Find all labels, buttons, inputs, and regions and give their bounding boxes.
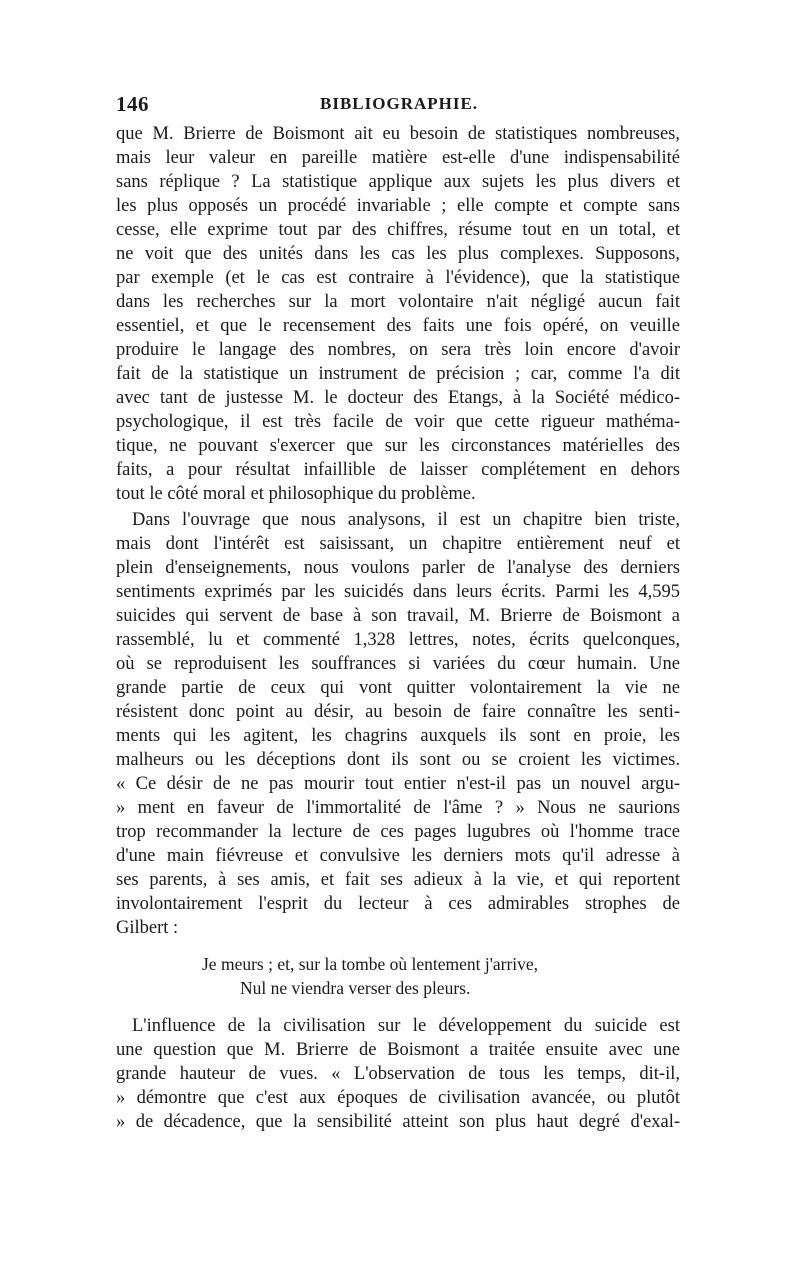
text-line: involontairement l'esprit du lecteur à ces admirables strophes de [116, 894, 680, 914]
text-line: dans les recherches sur la mort volontaire n'ait négligé aucun fait [116, 292, 680, 312]
text-line: fait de la statistique un instrument de précision ; car, comme l'a dit [116, 364, 680, 384]
text-line: » ment en faveur de l'immortalité de l'âme ? » Nous ne saurions [116, 798, 680, 818]
text-line: résistent donc point au désir, au besoin de faire connaître les senti- [116, 702, 680, 722]
text-line: grande partie de ceux qui vont quitter volontairement la vie ne [116, 678, 680, 698]
text-line: » démontre que c'est aux époques de civilisation avancée, ou plutôt [116, 1088, 680, 1108]
text-line: Dans l'ouvrage que nous analysons, il est un chapitre bien triste, [132, 510, 680, 530]
page-number: 146 [116, 92, 149, 116]
text-line: que M. Brierre de Boismont ait eu besoin de statistiques nombreuses, [116, 124, 680, 144]
text-line: ses parents, à ses amis, et fait ses adieux à la vie, et qui reportent [116, 870, 680, 890]
text-line: rassemblé, lu et commenté 1,328 lettres, notes, écrits quelconques, [116, 630, 680, 650]
text-line: ments qui les agitent, les chagrins auxquels ils sont en proie, les [116, 726, 680, 746]
text-line: » de décadence, que la sensibilité atteint son plus haut degré d'exal- [116, 1112, 680, 1132]
text-line: par exemple (et le cas est contraire à l'évidence), que la statistique [116, 268, 680, 288]
text-line: suicides qui servent de base à son travail, M. Brierre de Boismont a [116, 606, 680, 626]
text-line: malheurs ou les déceptions dont ils sont ou se croient les victimes. [116, 750, 680, 770]
text-line: plein d'enseignements, nous voulons parler de l'analyse des derniers [116, 558, 680, 578]
verse-line: Je meurs ; et, sur la tombe où lentement j'arrive, [202, 954, 539, 974]
verse-line: Nul ne viendra verser des pleurs. [240, 978, 471, 998]
text-line: trop recommander la lecture de ces pages lugubres où l'homme trace [116, 822, 680, 842]
text-line: sentiments exprimés par les suicidés dans leurs écrits. Parmi les 4,595 [116, 582, 680, 602]
text-line: produire le langage des nombres, on sera très loin encore d'avoir [116, 340, 680, 360]
text-line: d'une main fiévreuse et convulsive les derniers mots qu'il adresse à [116, 846, 680, 866]
text-line: une question que M. Brierre de Boismont a traitée ensuite avec une [116, 1040, 680, 1060]
text-line: tout le côté moral et philosophique du problème. [116, 484, 476, 504]
text-line: mais dont l'intérêt est saisissant, un chapitre entièrement neuf et [116, 534, 680, 554]
text-line: sans réplique ? La statistique applique aux sujets les plus divers et [116, 172, 680, 192]
text-line: mais leur valeur en pareille matière est-elle d'une indispensabilité [116, 148, 680, 168]
text-line: faits, a pour résultat infaillible de laisser complétement en dehors [116, 460, 680, 480]
text-line: où se reproduisent les souffrances si variées du cœur humain. Une [116, 654, 680, 674]
text-line: grande hauteur de vues. « L'observation de tous les temps, dit-il, [116, 1064, 680, 1084]
text-line: avec tant de justesse M. le docteur des Etangs, à la Société médico- [116, 388, 680, 408]
text-line: L'influence de la civilisation sur le développement du suicide est [132, 1016, 680, 1036]
text-line: tique, ne pouvant s'exercer que sur les circonstances matérielles des [116, 436, 680, 456]
text-line: ne voit que des unités dans les cas les plus complexes. Supposons, [116, 244, 680, 264]
text-line: cesse, elle exprime tout par des chiffres, résume tout en un total, et [116, 220, 680, 240]
running-title: BIBLIOGRAPHIE. [320, 94, 479, 113]
text-line: « Ce désir de ne pas mourir tout entier n'est-il pas un nouvel argu- [116, 774, 680, 794]
text-line: Gilbert : [116, 918, 179, 938]
text-line: les plus opposés un procédé invariable ; elle compte et compte sans [116, 196, 680, 216]
running-head [116, 92, 676, 120]
text-line: psychologique, il est très facile de voir que cette rigueur mathéma- [116, 412, 680, 432]
text-line: essentiel, et que le recensement des faits une fois opéré, on veuille [116, 316, 680, 336]
